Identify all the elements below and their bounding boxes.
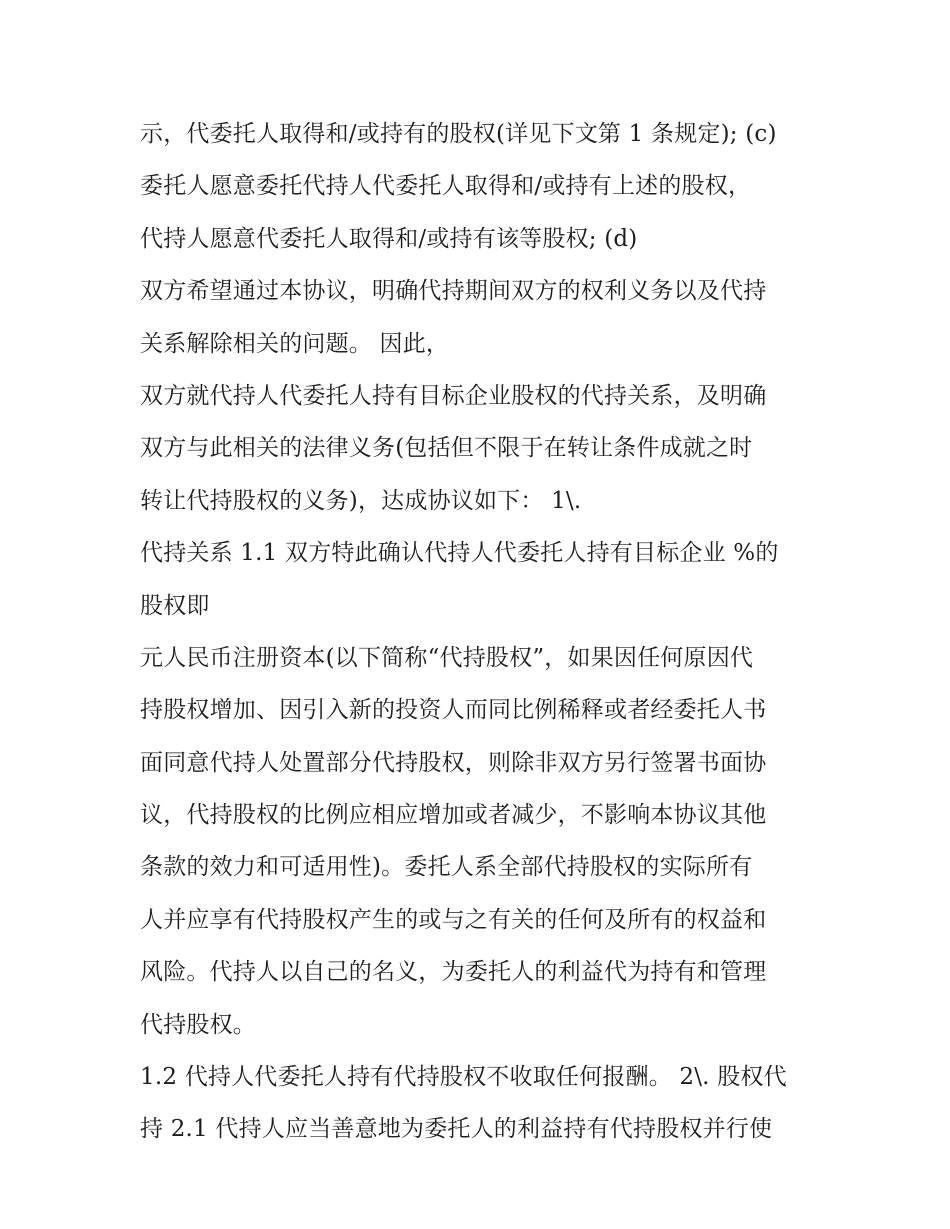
- text-line: 双方希望通过本协议，明确代持期间双方的权利义务以及代持: [140, 278, 767, 305]
- text-line: 风险。代持人以自己的名义，为委托人的利益代为持有和管理: [140, 959, 767, 986]
- text-line: 代持股权。: [140, 1011, 256, 1038]
- text-line: 委托人愿意委托代持人代委托人取得和/或持有上述的股权，: [140, 173, 752, 200]
- text-line: 转让代持股权的义务)，达成协议如下： 1\.: [140, 487, 582, 514]
- text-line: 议，代持股权的比例应相应增加或者减少，不影响本协议其他: [140, 802, 767, 829]
- text-line: 代持关系 1.1 双方特此确认代持人代委托人持有目标企业 %的: [140, 540, 779, 567]
- text-line: 股权即: [140, 592, 210, 619]
- text-line: 持股权增加、因引入新的投资人而同比例稀释或者经委托人书: [140, 697, 767, 724]
- text-line: 元人民币注册资本(以下简称“代持股权”，如果因任何原因代: [140, 644, 754, 671]
- text-line: 示，代委托人取得和/或持有的股权(详见下文第 1 条规定); (c): [140, 121, 777, 147]
- text-line: 条款的效力和可适用性)。委托人系全部代持股权的实际所有: [140, 854, 753, 881]
- text-line: 双方与此相关的法律义务(包括但不限于在转让条件成就之时: [140, 435, 753, 462]
- text-line: 1.2 代持人代委托人持有代持股权不收取任何报酬。 2\. 股权代: [140, 1064, 787, 1091]
- text-line: 人并应享有代持股权产生的或与之有关的任何及所有的权益和: [140, 906, 767, 933]
- text-line: 持 2.1 代持人应当善意地为委托人的利益持有代持股权并行使: [140, 1116, 773, 1143]
- text-line: 双方就代持人代委托人持有目标企业股权的代持关系，及明确: [140, 382, 767, 409]
- text-line: 面同意代持人处置部分代持股权，则除非双方另行签署书面协: [140, 749, 767, 776]
- text-line: 关系解除相关的问题。 因此，: [140, 330, 450, 357]
- text-line: 代持人愿意代委托人取得和/或持有该等股权; (d): [140, 225, 638, 252]
- document-body: [140, 108, 840, 1156]
